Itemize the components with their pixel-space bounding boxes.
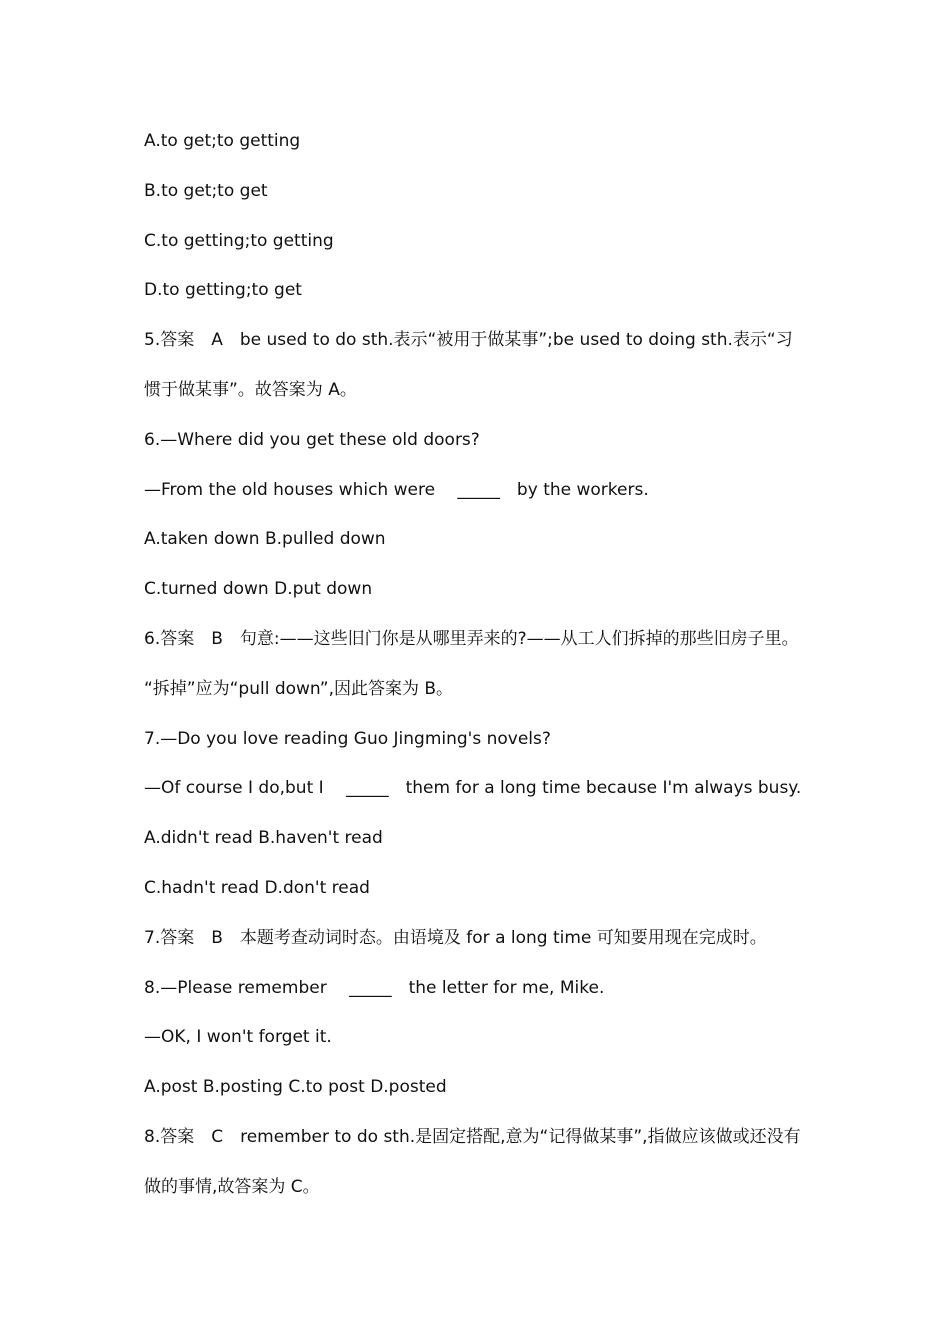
- answer-line: 7.答案 B 本题考查动词时态。由语境及 for a long time 可知要用现在完成时。: [144, 927, 767, 948]
- question-line: 7.—Do you love reading Guo Jingming's novels?: [144, 728, 551, 749]
- answer-line: 6.答案 B 句意:——这些旧门你是从哪里弄来的?——从工人们拆掉的那些旧房子里。: [144, 628, 799, 649]
- document-body: [144, 117, 804, 1213]
- question-line: 8.—Please remember _____ the letter for me, Mike.: [144, 977, 605, 998]
- question-line: —Of course I do,but I _____ them for a long time because I'm always busy.: [144, 778, 802, 799]
- option-line: A.post B.posting C.to post D.posted: [144, 1077, 447, 1098]
- option-line: A.didn't read B.haven't read: [144, 828, 383, 849]
- option-line: C.turned down D.put down: [144, 579, 373, 600]
- option-line: B.to get;to get: [144, 180, 268, 201]
- option-line: D.to getting;to get: [144, 280, 302, 301]
- option-line: C.hadn't read D.don't read: [144, 877, 370, 898]
- question-line: —OK, I won't forget it.: [144, 1027, 332, 1048]
- answer-line: 8.答案 C remember to do sth.是固定搭配,意为“记得做某事”,指做应该做或还没有: [144, 1126, 801, 1147]
- option-line: A.to get;to getting: [144, 131, 301, 151]
- question-line: —From the old houses which were _____ by the workers.: [144, 479, 649, 500]
- option-line: A.taken down B.pulled down: [144, 529, 386, 550]
- answer-line: 做的事情,故答案为 C。: [144, 1176, 320, 1197]
- answer-line: 惯于做某事”。故答案为 A。: [144, 379, 357, 400]
- question-line: 6.—Where did you get these old doors?: [144, 429, 480, 450]
- answer-line: 5.答案 A be used to do sth.表示“被用于做某事”;be used to doing sth.表示“习: [144, 330, 793, 351]
- option-line: C.to getting;to getting: [144, 230, 334, 251]
- answer-line: “拆掉”应为“pull down”,因此答案为 B。: [144, 678, 454, 699]
